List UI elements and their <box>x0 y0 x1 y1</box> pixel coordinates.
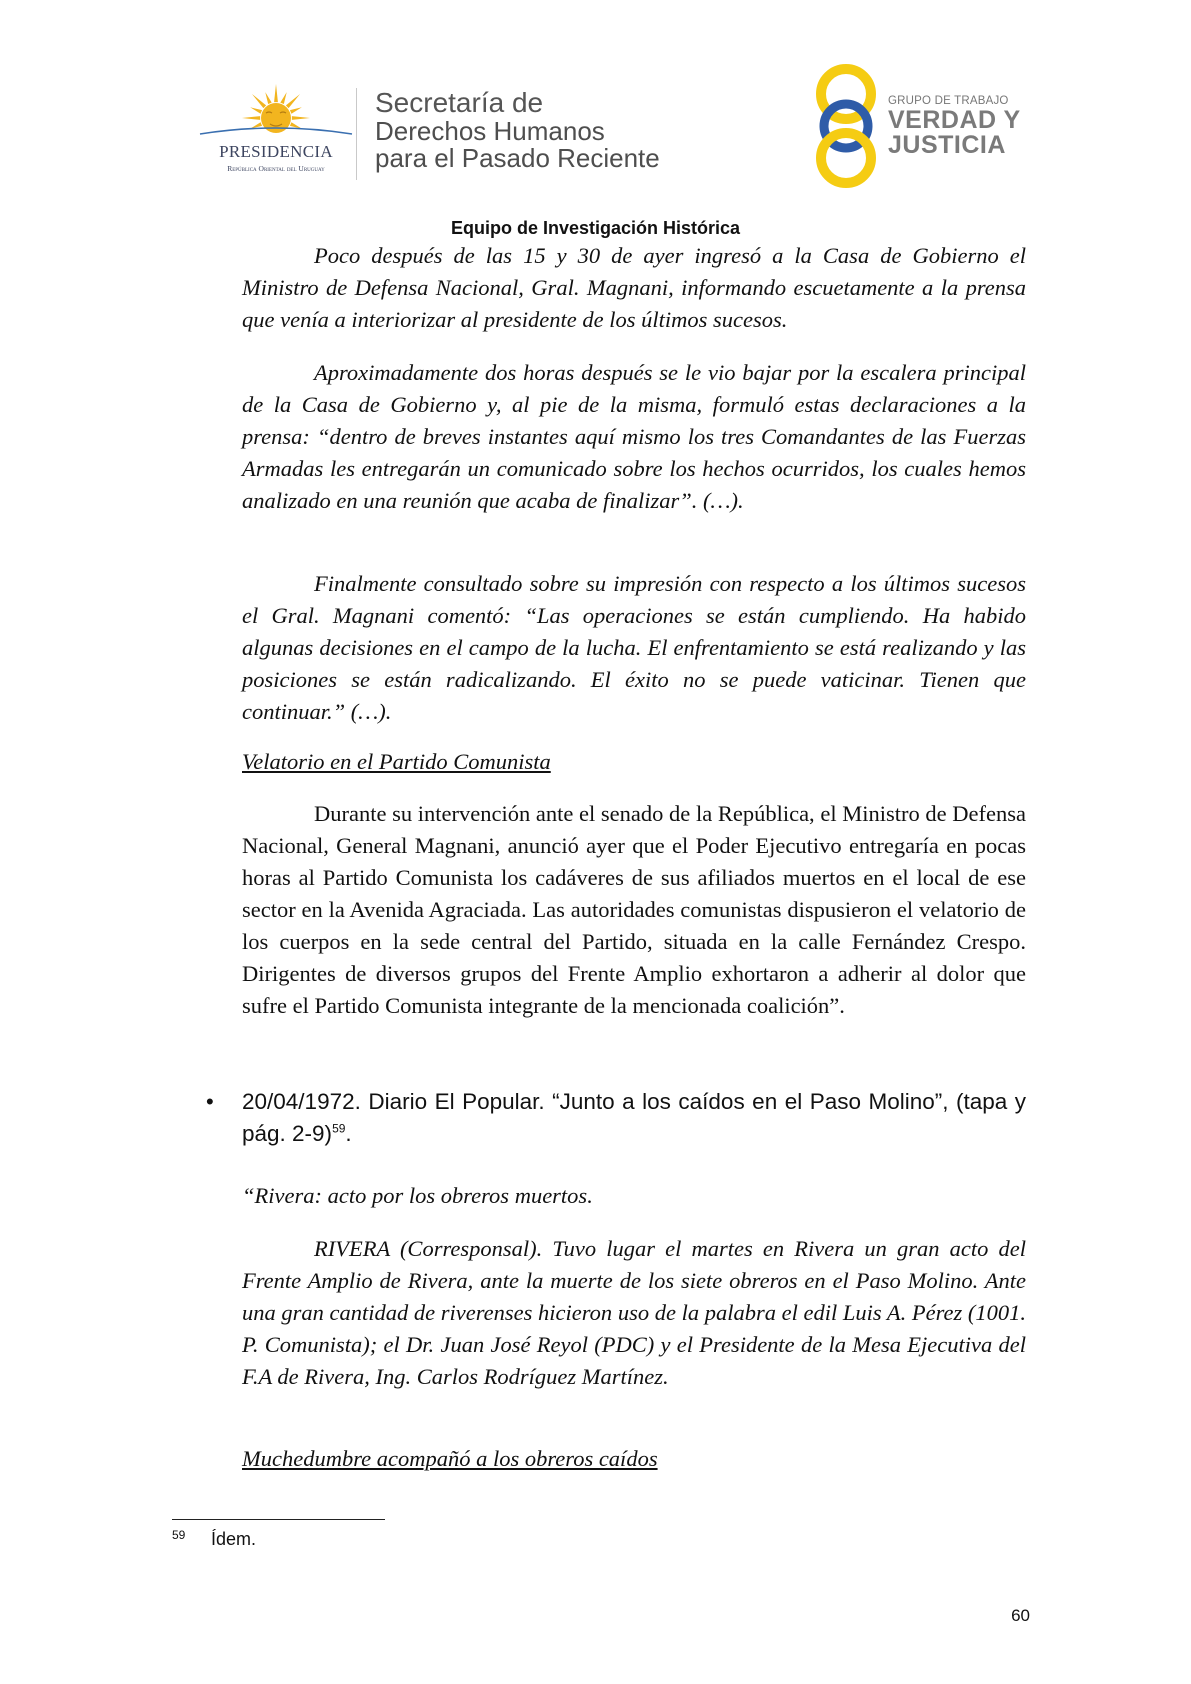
quote1-paragraph-2: Aproximadamente dos horas después se le vio bajar por la escalera principal de la Casa de Gobierno y, al pie de la misma, formuló estas declaraciones a la prensa: “dentro de breves instantes aquí mismo los tres Comandantes de las Fuerzas Armadas les entregarán un comunicado sobre los hechos ocurridos, los cuales hemos analizado en una reunión que acaba de finalizar”. (…). <box>242 360 1026 513</box>
gtvj-big-label-1: VERDAD Y <box>888 106 1021 134</box>
secretaria-line-1: Secretaría de <box>375 87 544 118</box>
quote2-subheading: Muchedumbre acompañó a los obreros caídos <box>242 1446 658 1471</box>
quote1-paragraph-4: Durante su intervención ante el senado de la República, el Ministro de Defensa Nacional, General Magnani, anunció ayer que el Poder Ejecutivo entregaría en pocas horas al Partido Comunista los cadáveres de sus afiliados muertos en el local de ese sector en la Avenida Agraciada. Las autoridades comunistas dispusieron el velatorio de los cuerpos en la sede central del Partido, situada en la calle Fernández Crespo. Dirigentes de diversos grupos del Frente Amplio exhortaron a adherir al dolor que sufre el Partido Comunista integrante de la mencionada coalición”. <box>242 801 1026 1018</box>
team-title: Equipo de Investigación Histórica <box>450 218 741 238</box>
presidencia-name: PRESIDENCIA <box>219 142 333 161</box>
gtvj-small-label: GRUPO DE TRABAJO <box>888 95 1009 107</box>
quote1-paragraph-3: Finalmente consultado sobre su impresión con respecto a los últimos sucesos el Gral. Magnani comentó: “Las operaciones se están cumpliendo. Ha habido algunas decisiones en el campo de la lucha. El enfrentamiento se está realizando y las posiciones se están radicalizando. El éxito no se puede vaticinar. Tienen que continuar.” (…). <box>242 571 1026 724</box>
bullet-text <box>242 1086 1026 1150</box>
verdad-justicia-rings-logo <box>812 62 880 190</box>
quote1-subheading: Velatorio en el Partido Comunista <box>242 749 551 774</box>
secretaria-line-2: Derechos Humanos <box>375 116 605 146</box>
bullet-end: . <box>345 1121 352 1146</box>
page-number: 60 <box>1011 1606 1030 1625</box>
footnote-rule <box>172 1519 385 1520</box>
quote2-title: “Rivera: acto por los obreros muertos. <box>242 1183 593 1208</box>
footnote-reference[interactable]: 59 <box>332 1121 346 1136</box>
gtvj-big-label-2: JUSTICIA <box>888 131 1006 159</box>
quote2-paragraph-1: RIVERA (Corresponsal). Tuvo lugar el martes en Rivera un gran acto del Frente Amplio de Rivera, ante la muerte de los siete obreros en el Paso Molino. Ante una gran cantidad de riverenses hicieron uso de la palabra el edil Luis A. Pérez (1001. P. Comunista); el Dr. Juan José Reyol (PDC) y el Presidente de la Mesa Ejecutiva del F.A de Rivera, Ing. Carlos Rodríguez Martínez. <box>242 1236 1026 1389</box>
secretaria-title <box>375 88 660 172</box>
presidencia-subtitle: República Oriental del Uruguay <box>227 164 325 173</box>
quote1-paragraph-1: Poco después de las 15 y 30 de ayer ingresó a la Casa de Gobierno el Ministro de Defensa Nacional, Gral. Magnani, informando escuetamente a la prensa que venía a interiorizar al presidente de los últimos sucesos. <box>242 243 1026 332</box>
footnote-mark: 59 <box>172 1528 186 1542</box>
bullet-dot: • <box>206 1089 214 1114</box>
header-divider <box>356 88 357 180</box>
verdad-justicia-title <box>888 94 1021 158</box>
bullet-citation: 20/04/1972. Diario El Popular. “Junto a los caídos en el Paso Molino”, (tapa y pág. 2-9) <box>242 1089 1026 1146</box>
footnote-text: Ídem. <box>211 1529 257 1549</box>
secretaria-line-3: para el Pasado Reciente <box>375 143 660 173</box>
